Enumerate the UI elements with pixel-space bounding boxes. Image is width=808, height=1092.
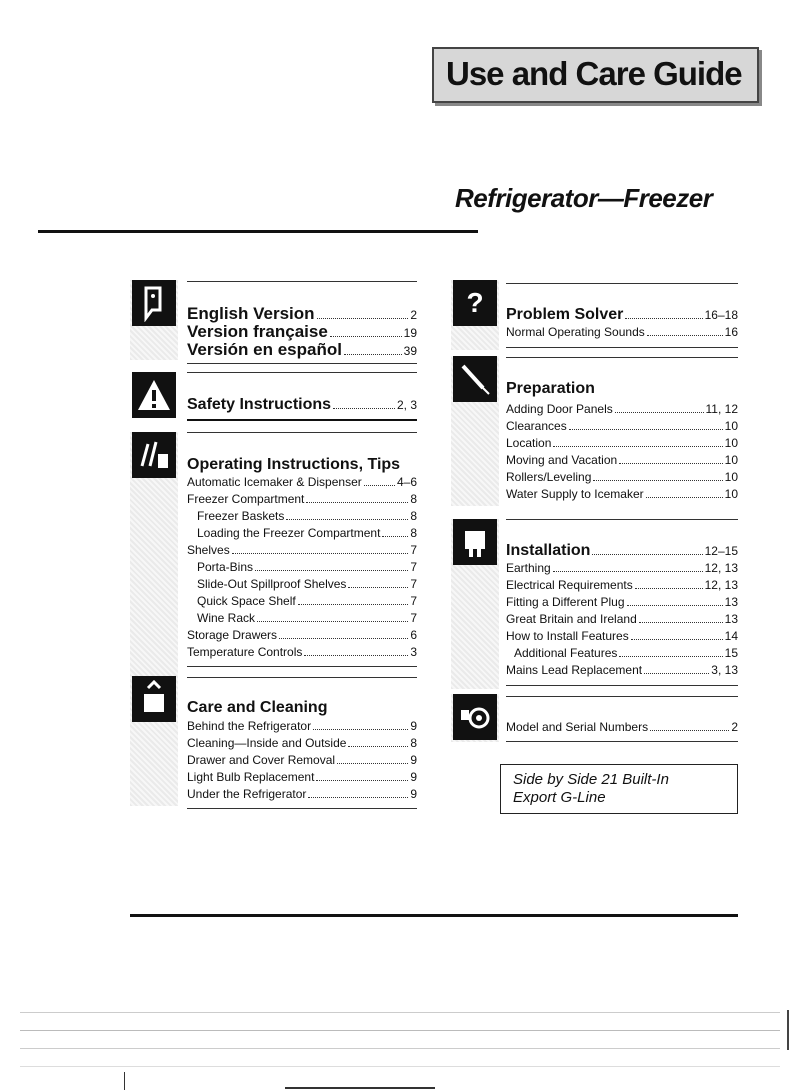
- section-rule: [187, 432, 417, 433]
- section-rule: [187, 363, 417, 364]
- toc-entry[interactable]: Great Britain and Ireland 13: [506, 612, 738, 626]
- section-rule: [187, 419, 417, 421]
- toc-entry[interactable]: Clearances 10: [506, 419, 738, 433]
- section-rule: [187, 372, 417, 373]
- toc-entry[interactable]: Under the Refrigerator 9: [187, 787, 417, 801]
- plug-icon: [453, 519, 497, 565]
- section-rule: [506, 283, 738, 284]
- toc-entry[interactable]: Drawer and Cover Removal 9: [187, 753, 417, 767]
- scan-artifact: [124, 1072, 125, 1090]
- footer-divider: [130, 914, 738, 917]
- sponge-icon: [132, 676, 176, 722]
- toc-heading-problem-solver[interactable]: Problem Solver 16–18: [506, 306, 738, 323]
- toc-entry[interactable]: Cleaning—Inside and Outside 8: [187, 736, 417, 750]
- toc-entry[interactable]: Automatic Icemaker & Dispenser 4–6: [187, 475, 417, 489]
- toc-entry[interactable]: Porta-Bins 7: [197, 560, 417, 574]
- toc-entry[interactable]: Normal Operating Sounds 16: [506, 325, 738, 339]
- toc-entry[interactable]: Model and Serial Numbers 2: [506, 720, 738, 734]
- toc-entry[interactable]: Rollers/Leveling 10: [506, 470, 738, 484]
- section-rule: [506, 347, 738, 348]
- person-icon: [132, 280, 176, 326]
- section-rule: [506, 741, 738, 742]
- toc-entry-french[interactable]: Version française 19: [187, 322, 417, 341]
- section-rule: [506, 685, 738, 686]
- warning-icon: [132, 372, 176, 418]
- scan-artifact: [787, 1010, 789, 1050]
- toc-entry[interactable]: Wine Rack 7: [197, 611, 417, 625]
- toc-entry[interactable]: Freezer Baskets 8: [197, 509, 417, 523]
- model-line-1: Side by Side 21 Built-In: [513, 771, 669, 788]
- toc-heading-installation[interactable]: Installation 12–15: [506, 542, 738, 559]
- section-rule: [187, 808, 417, 809]
- toc-entry[interactable]: Shelves 7: [187, 543, 417, 557]
- scan-artifact: [20, 1066, 780, 1067]
- toc-entry[interactable]: Location 10: [506, 436, 738, 450]
- toc-entry[interactable]: Behind the Refrigerator 9: [187, 719, 417, 733]
- toc-entry[interactable]: Slide-Out Spillproof Shelves 7: [197, 577, 417, 591]
- section-heading-care: Care and Cleaning: [187, 699, 328, 716]
- section-rule: [187, 666, 417, 667]
- title-banner: [432, 47, 759, 103]
- section-rule: [187, 281, 417, 282]
- toc-entry[interactable]: Quick Space Shelf 7: [197, 594, 417, 608]
- section-rule: [506, 696, 738, 697]
- tag-icon: [453, 694, 497, 740]
- header-divider: [38, 230, 478, 233]
- section-heading-operating: Operating Instructions, Tips: [187, 456, 401, 473]
- toc-entry[interactable]: Storage Drawers 6: [187, 628, 417, 642]
- toc-entry[interactable]: Additional Features 15: [514, 646, 738, 660]
- toc-entry[interactable]: Electrical Requirements 12, 13: [506, 578, 738, 592]
- toc-entry[interactable]: Moving and Vacation 10: [506, 453, 738, 467]
- toc-entry[interactable]: How to Install Features 14: [506, 629, 738, 643]
- toc-entry-spanish[interactable]: Versión en español 39: [187, 340, 417, 359]
- toc-entry[interactable]: Water Supply to Icemaker 10: [506, 487, 738, 501]
- section-heading-preparation: Preparation: [506, 380, 595, 397]
- toc-entry[interactable]: Mains Lead Replacement 3, 13: [506, 663, 738, 677]
- scan-artifact: [20, 1048, 780, 1049]
- section-rule: [187, 677, 417, 678]
- section-rule: [506, 357, 738, 358]
- toc-entry[interactable]: Loading the Freezer Compartment 8: [197, 526, 417, 540]
- toc-entry[interactable]: Light Bulb Replacement 9: [187, 770, 417, 784]
- scan-artifact: [20, 1030, 780, 1031]
- model-line-2: Export G-Line: [513, 789, 606, 806]
- toc-entry-english[interactable]: English Version 2: [187, 304, 417, 323]
- hand-adjusting-icon: [132, 432, 176, 478]
- toc-entry[interactable]: Fitting a Different Plug 13: [506, 595, 738, 609]
- toc-entry[interactable]: Freezer Compartment 8: [187, 492, 417, 506]
- scan-artifact: [285, 1087, 435, 1089]
- page-subtitle: Refrigerator—Freezer: [455, 183, 713, 213]
- screwdriver-icon: [453, 356, 497, 402]
- section-rule: [506, 519, 738, 520]
- toc-heading-safety[interactable]: Safety Instructions 2, 3: [187, 396, 417, 413]
- question-person-icon: ?: [453, 280, 497, 326]
- toc-entry[interactable]: Temperature Controls 3: [187, 645, 417, 659]
- toc-entry[interactable]: Adding Door Panels 11, 12: [506, 402, 738, 416]
- toc-entry[interactable]: Earthing 12, 13: [506, 561, 738, 575]
- page-title: Use and Care Guide: [446, 55, 742, 92]
- model-box: [500, 764, 738, 814]
- scan-artifact: [20, 1012, 780, 1013]
